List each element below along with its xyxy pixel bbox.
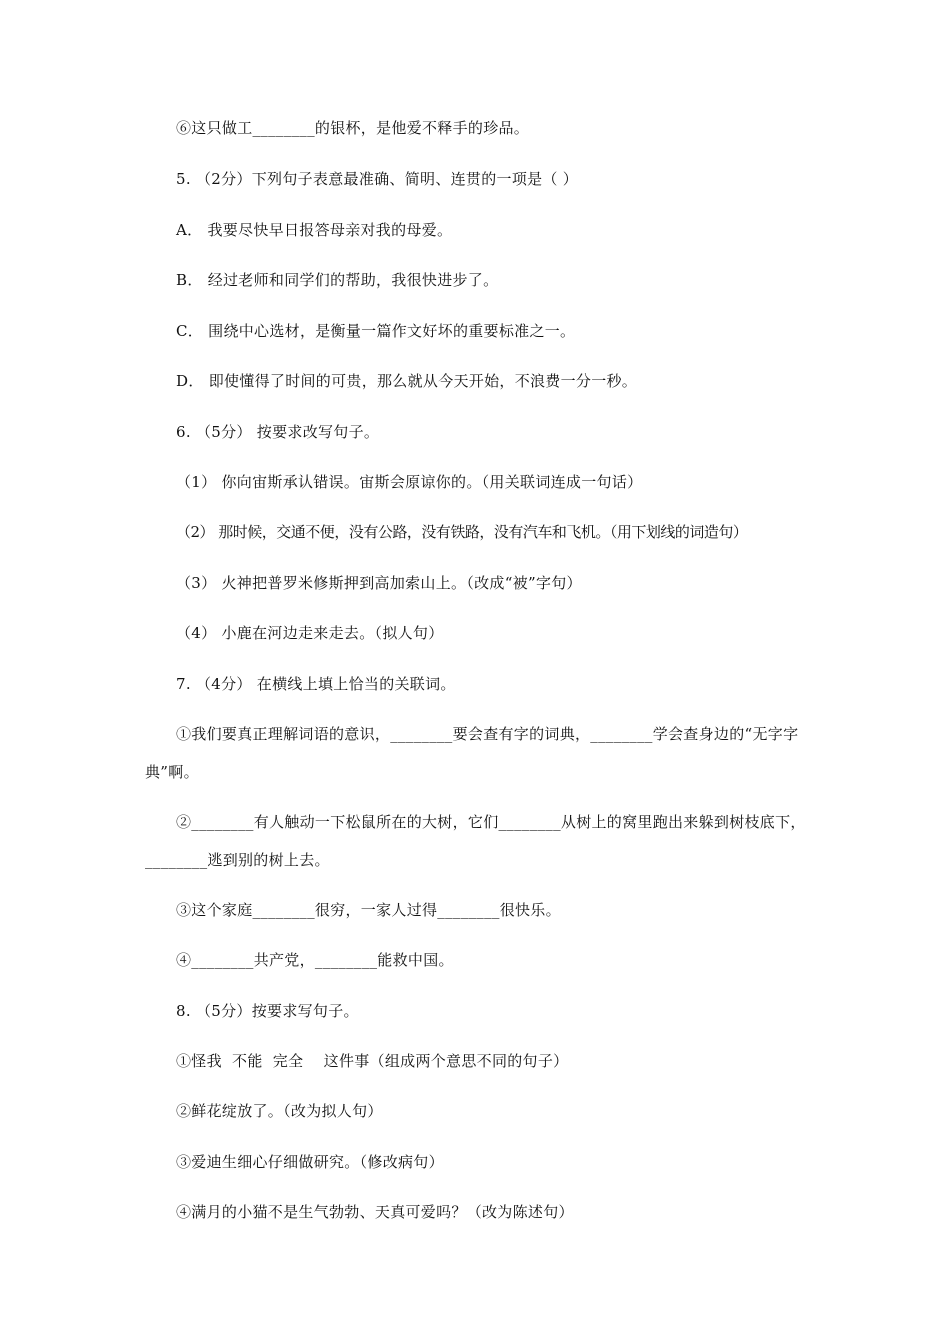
question-8-stem: 8. （5分）按要求写句子。 [176,1002,359,1020]
q5-option-a: A． 我要尽快早日报答母亲对我的母爱。 [176,221,453,239]
q6-item-2: （2） 那时候，交通不便，没有公路，没有铁路，没有汽车和飞机。（用下划线的词造句） [176,523,748,541]
q5-option-b: B． 经过老师和同学们的帮助，我很快进步了。 [176,271,499,289]
question-6-stem: 6. （5分） 按要求改写句子。 [176,423,380,441]
q7-item-1: ①我们要真正理解词语的意识，________要会查有字的词典，________学会查身边的“无字字典”啊。 [145,725,799,781]
q6-item-3: （3） 火神把普罗米修斯押到高加索山上。（改成“被”字句） [176,574,582,592]
q6-item-4: （4） 小鹿在河边走来走去。（拟人句） [176,624,444,642]
q5-option-d: D． 即使懂得了时间的可贵，那么就从今天开始，不浪费一分一秒。 [176,372,638,390]
q5-option-c: C． 围绕中心选材，是衡量一篇作文好坏的重要标准之一。 [176,322,576,340]
q8-item-4: ④满月的小猫不是生气勃勃、天真可爱吗？（改为陈述句） [176,1203,574,1221]
question-7-stem: 7. （4分） 在横线上填上恰当的关联词。 [176,675,456,693]
q8-item-3: ③爱迪生细心仔细做研究。（修改病句） [176,1153,444,1171]
q8-item-2: ②鲜花绽放了。（改为拟人句） [176,1102,383,1120]
q7-item-4: ④________共产党，________能救中国。 [176,951,454,969]
question-5-stem: 5. （2分）下列句子表意最准确、简明、连贯的一项是（ ） [176,170,579,188]
q6-item-1: （1） 你向宙斯承认错误。宙斯会原谅你的。（用关联词连成一句话） [176,473,643,491]
q8-item-1: ①怪我 不能 完全 这件事（组成两个意思不同的句子） [176,1052,569,1070]
q7-item-3: ③这个家庭________很穷，一家人过得________很快乐。 [176,901,561,919]
q4-item-6: ⑥这只做工________的银杯，是他爱不释手的珍品。 [176,119,530,137]
q7-item-2: ②________有人触动一下松鼠所在的大树，它们________从树上的窝里跑出来躲到树枝底下，________逃到别的树上去。 [145,813,806,869]
